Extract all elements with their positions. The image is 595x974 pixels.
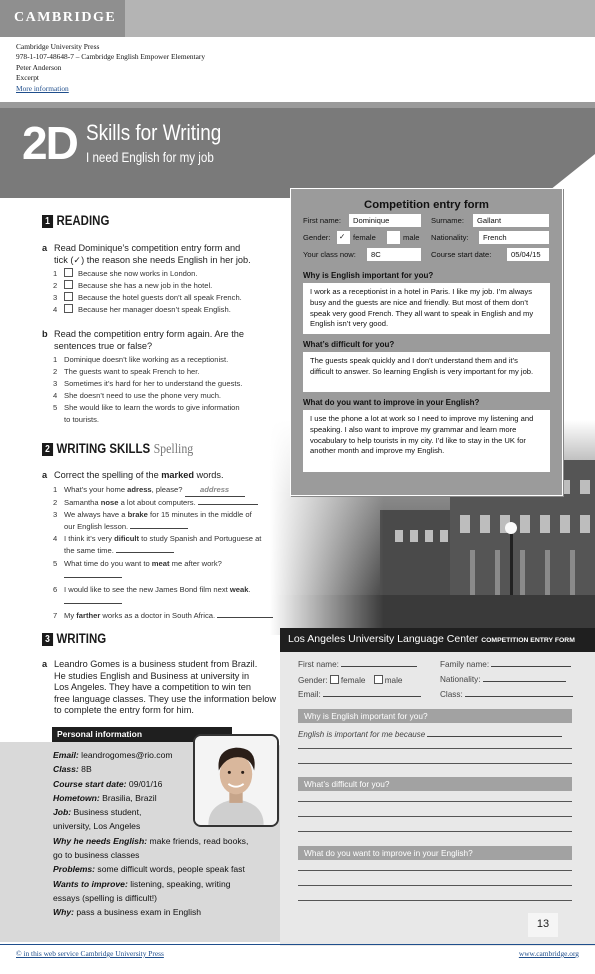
spelling-row-cont [53, 596, 293, 608]
list-item [53, 390, 283, 402]
list-item [53, 366, 283, 378]
field-label: Nationality: [431, 233, 469, 242]
student-photo [193, 734, 279, 827]
answer-blank[interactable] [64, 596, 122, 604]
item-text: My [64, 610, 77, 620]
item-number: 4 [53, 391, 58, 401]
la-family-name [440, 660, 571, 669]
item-text: I would like to see the new James Bond film next [64, 584, 230, 594]
info-key: Email: [53, 750, 79, 760]
info-value: leandrogomes@rio.com [78, 750, 173, 760]
marked-word: farther [76, 610, 101, 620]
item-number: 2 [53, 498, 58, 508]
nationality-value: French [479, 231, 549, 244]
spelling-row [53, 558, 293, 570]
info-row [53, 905, 283, 919]
field-label: Surname: [431, 216, 464, 225]
info-value: some difficult words, people speak fast [95, 864, 245, 875]
answer-blank[interactable] [198, 497, 258, 505]
doc-type: Excerpt [16, 73, 39, 83]
answer-line[interactable] [427, 730, 562, 737]
item-number: 5 [53, 403, 58, 413]
info-row [53, 848, 283, 862]
answer-line[interactable] [298, 885, 572, 886]
info-value: essays (spelling is difficult!) [53, 892, 157, 903]
item-number: 3 [53, 379, 58, 389]
form-row [303, 250, 550, 267]
copyright-link[interactable]: © in this web service Cambridge University Press [16, 949, 164, 958]
instruction-text: Read Dominique’s competition entry form and [54, 243, 241, 253]
book-meta [16, 42, 205, 94]
class-input[interactable] [465, 690, 573, 697]
item-number: 4 [53, 305, 58, 315]
item-text: our English lesson. [64, 522, 129, 532]
field-label: First name: [303, 216, 341, 225]
la-form-subtitle: COMPETITION ENTRY FORM [481, 637, 575, 644]
first-name-value: Dominique [349, 214, 421, 227]
option-text: Because her manager doesn’t speak English. [78, 305, 231, 315]
section-title: WRITING SKILLS [56, 441, 151, 456]
instruction-text: Read the competition entry form again. Are the [54, 329, 244, 339]
field-label: Class: [440, 690, 463, 699]
instruction-text: Leandro Gomes is a business student from Brazil. [54, 659, 258, 669]
option-row [53, 292, 293, 304]
field-label: First name: [298, 660, 339, 669]
item-text: to tourists. [64, 415, 100, 425]
female-label: female [340, 676, 366, 685]
item-text: the same time. [64, 546, 114, 556]
field-label: Course start date: [431, 250, 492, 259]
male-label: male [403, 233, 420, 242]
answer-blank[interactable] [217, 610, 273, 618]
option-text: Because she now works in London. [78, 269, 198, 278]
female-checkbox[interactable] [330, 675, 339, 684]
answer-3: I use the phone a lot at work so I need to improve my listening and speaking. I also want to improve my grammar and learn more vocabulary to help tourists in my city. I’d like to stay in the UK for another month and improve my English. [303, 410, 550, 472]
section-subtitle: Spelling [153, 442, 194, 457]
info-value: go to business classes [53, 850, 140, 861]
field-label: Nationality: [440, 675, 481, 684]
marked-word: dificult [114, 534, 139, 544]
field-label: Your class now: [303, 250, 356, 259]
item-text: me after work? [169, 558, 222, 568]
item-text: We always have a [64, 510, 128, 520]
info-value: pass a business exam in English [74, 907, 202, 918]
info-key: Course start date: [53, 778, 127, 789]
field-label: Gender: [298, 676, 328, 685]
tick-box[interactable] [64, 304, 73, 313]
info-key: Problems: [53, 864, 96, 875]
la-class [440, 690, 573, 699]
option-text: Because the hotel guests don’t all speak French. [78, 293, 242, 303]
option-row [53, 304, 293, 316]
unit-subtitle: I need English for my job [86, 150, 214, 165]
page-number: 13 [528, 913, 558, 937]
answer-line[interactable] [298, 801, 572, 802]
question-2: What’s difficult for you? [303, 340, 395, 349]
info-row [53, 877, 283, 891]
spelling-row [53, 484, 293, 497]
la-prompt [298, 730, 562, 739]
marked-word: adress [127, 485, 152, 494]
item-text: The guests want to speak French to her. [64, 367, 200, 377]
info-value: Business student, [71, 807, 142, 818]
item-text: Dominique doesn’t like working as a receptionist. [64, 355, 229, 364]
spelling-row-cont [53, 570, 293, 582]
female-checkbox: ✓ [337, 231, 350, 244]
item-number: 1 [53, 269, 58, 278]
answer-line[interactable] [298, 816, 572, 817]
info-key: Job: [53, 807, 72, 818]
exercise-letter: a [42, 470, 48, 480]
unit-number: 2D [22, 117, 77, 169]
list-item [53, 402, 283, 414]
exercise-letter: b [42, 329, 48, 339]
section-number: 1 [42, 215, 53, 228]
section-number: 2 [42, 443, 53, 456]
item-number: 2 [53, 281, 58, 291]
la-form-header [280, 628, 595, 652]
info-row [53, 834, 283, 848]
la-email [298, 690, 421, 699]
exercise-letter: a [42, 243, 48, 253]
spelling-row [53, 584, 293, 596]
info-row [53, 891, 283, 905]
spelling-row [53, 509, 293, 521]
item-text: What’s your home [64, 485, 128, 494]
answer-blank[interactable] [116, 545, 174, 553]
field-label: Family name: [440, 660, 490, 669]
info-value: university, Los Angeles [53, 821, 141, 832]
family-name-input[interactable] [491, 660, 571, 667]
answer-2: The guests speak quickly and I don’t understand them and it’s difficult to answer. So learning English is very important for my job. [303, 352, 550, 392]
writing-skills-instruction [42, 469, 292, 481]
instruction-text: to complete the entry form for him. [54, 705, 194, 716]
reading-a-instruction [42, 242, 282, 266]
item-text: Sometimes it’s hard for her to understand the guests. [64, 379, 243, 389]
example-answer: address [185, 484, 245, 497]
cambridge-logo: CAMBRIDGE [0, 0, 125, 37]
item-number: 5 [53, 558, 58, 568]
female-label: female [353, 233, 376, 242]
item-number: 6 [53, 584, 58, 594]
info-row [53, 862, 283, 876]
reading-b-items [53, 354, 283, 427]
tick-box[interactable] [64, 280, 73, 289]
answer-1: I work as a receptionist in a hotel in Paris. I like my job. I’m always busy and the guests are nice and friendly. But most of them don’t speak very good French. They all want to speak in English and my English isn’t very good. [303, 283, 550, 334]
unit-title: Skills for Writing [86, 120, 222, 145]
reading-b-instruction [42, 328, 282, 352]
item-number: 7 [53, 610, 58, 620]
answer-line[interactable] [298, 831, 572, 832]
form-title: Competition entry form [364, 199, 489, 211]
item-text: for 15 minutes in the middle of [147, 510, 252, 520]
instruction-text: Correct the spelling of the [54, 470, 162, 480]
la-question-2: What’s difficult for you? [298, 777, 572, 791]
answer-blank[interactable] [130, 521, 188, 529]
item-text: Samantha [64, 498, 101, 508]
spelling-row [53, 610, 293, 622]
author: Peter Anderson [16, 62, 62, 72]
start-date-value: 05/04/15 [507, 248, 549, 261]
item-text: a lot about computers. [118, 498, 196, 508]
info-value: 09/01/16 [126, 778, 163, 789]
answer-blank[interactable] [64, 570, 122, 578]
email-input[interactable] [323, 690, 421, 697]
instruction-text: tick (✓) the reason she needs English in her job. [54, 255, 251, 265]
exercise-letter: a [42, 659, 48, 669]
info-value: make friends, read books, [147, 835, 249, 846]
writing-skills-heading [42, 441, 193, 458]
info-key: Wants to improve: [53, 878, 128, 889]
item-text: , please? [151, 485, 185, 494]
instruction-text: Los Angeles. They have a competition to win ten [54, 682, 251, 693]
instruction-text: free language classes. They use the information below [54, 693, 276, 704]
list-item [53, 354, 283, 366]
list-item [53, 378, 283, 390]
male-checkbox[interactable] [374, 675, 383, 684]
answer-line[interactable] [298, 748, 572, 749]
info-key: Why: [53, 907, 75, 918]
instruction-text: He studies English and Business at university in [54, 670, 250, 681]
section-title: READING [56, 213, 110, 228]
surname-value: Gallant [473, 214, 549, 227]
personal-info-heading: Personal information [52, 727, 232, 742]
tick-box[interactable] [64, 292, 73, 301]
marked-word: nose [100, 498, 119, 508]
marked-word: meat [151, 558, 170, 568]
answer-line[interactable] [298, 900, 572, 901]
item-number: 2 [53, 367, 58, 377]
info-value: listening, speaking, writing [127, 878, 231, 889]
writing-instruction [42, 659, 282, 717]
item-number: 3 [53, 293, 58, 303]
section-title: WRITING [56, 631, 107, 646]
question-3: What do you want to improve in your English? [303, 398, 480, 407]
male-checkbox [387, 231, 400, 244]
instruction-bold: marked [161, 470, 194, 480]
answer-line[interactable] [298, 870, 572, 871]
item-text: . [248, 584, 251, 594]
info-key: Hometown: [53, 792, 100, 803]
answer-line[interactable] [298, 763, 572, 764]
writing-heading [42, 631, 106, 646]
marked-word: brake [127, 510, 148, 520]
item-number: 1 [53, 355, 58, 364]
prompt-text: English is important for me because [298, 730, 426, 739]
cambridge-site-link[interactable]: www.cambridge.org [518, 949, 579, 958]
item-text: works as a doctor in South Africa. [100, 610, 216, 620]
item-text: I think it’s very [64, 534, 115, 544]
item-text: What time do you want to [64, 558, 152, 568]
la-form-title: Los Angeles University Language Center [288, 633, 479, 645]
question-1: Why is English important for you? [303, 271, 434, 280]
spelling-row [53, 533, 293, 545]
info-value: 8B [78, 764, 92, 775]
la-gender [298, 675, 402, 685]
reading-heading [42, 213, 109, 228]
reading-a-options [53, 268, 293, 316]
item-text: She would like to learn the words to give information [64, 403, 240, 413]
section-number: 3 [42, 633, 53, 646]
info-key: Why he needs English: [53, 835, 148, 846]
la-question-1: Why is English important for you? [298, 709, 572, 723]
info-key: Class: [53, 764, 79, 775]
instruction-text: sentences true or false? [54, 341, 153, 351]
marked-word: weak [229, 584, 249, 594]
field-label: Email: [298, 690, 321, 699]
competition-entry-form [290, 188, 563, 496]
instruction-text: words. [193, 470, 224, 480]
isbn-line: 978-1-107-48648-7 – Cambridge English Empower Elementary [16, 52, 206, 62]
la-question-3: What do you want to improve in your English? [298, 846, 572, 860]
list-item [53, 414, 283, 426]
tick-box[interactable] [64, 268, 73, 277]
spelling-items [53, 484, 293, 622]
first-name-input[interactable] [341, 660, 417, 667]
item-number: 1 [53, 485, 58, 494]
item-text: She doesn’t need to use the phone very much. [64, 391, 222, 401]
item-number: 3 [53, 510, 58, 520]
item-number: 4 [53, 534, 58, 544]
la-nationality [440, 675, 566, 684]
male-label: male [384, 676, 403, 685]
field-label: Gender: [303, 233, 331, 242]
option-text: Because she has a new job in the hotel. [78, 281, 213, 291]
la-first-name [298, 660, 417, 669]
nationality-input[interactable] [483, 675, 566, 682]
spelling-row-cont [53, 521, 293, 533]
more-information-link[interactable]: More information [16, 83, 69, 93]
spelling-row-cont [53, 545, 293, 557]
info-value: Brasilia, Brazil [99, 792, 157, 803]
spelling-row [53, 497, 293, 509]
item-text: to study Spanish and Portuguese at [138, 534, 262, 544]
publisher: Cambridge University Press [16, 42, 100, 51]
footer-divider [0, 944, 595, 945]
class-value: 8C [367, 248, 421, 261]
option-row [53, 280, 293, 292]
option-row [53, 268, 293, 280]
